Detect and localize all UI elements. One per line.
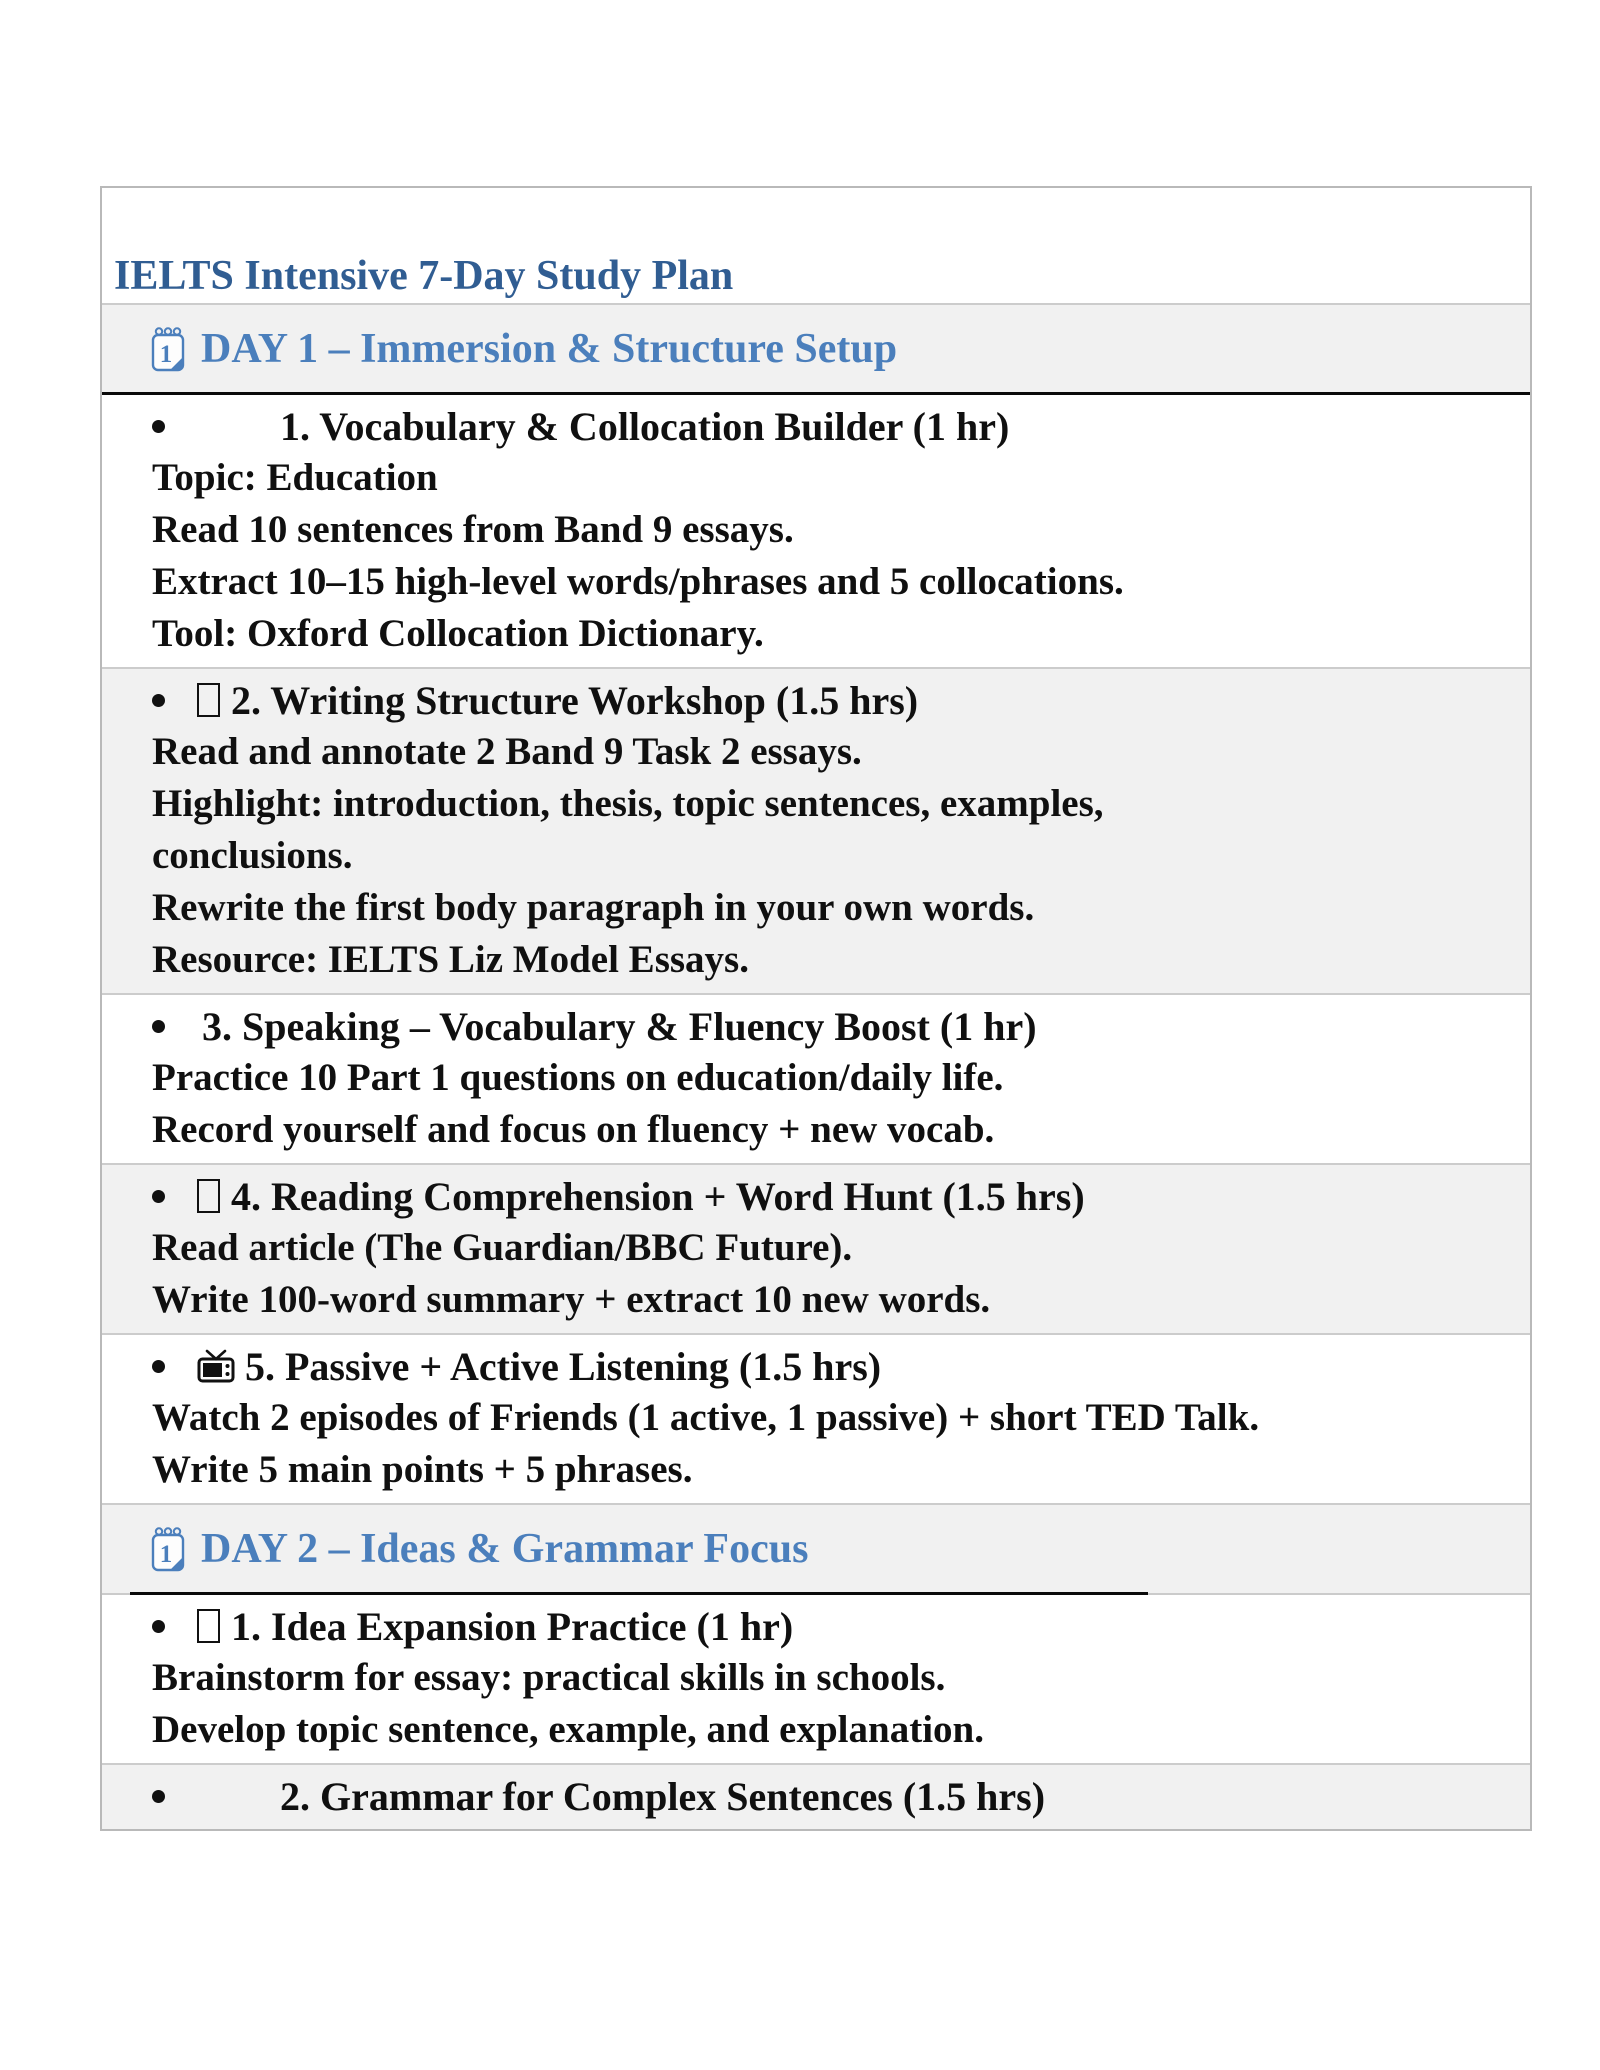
task-title: 2. Writing Structure Workshop (1.5 hrs) xyxy=(231,677,919,723)
task-detail: Read and annotate 2 Band 9 Task 2 essays. xyxy=(152,730,862,773)
bullet-icon xyxy=(152,1020,165,1033)
page-title: IELTS Intensive 7-Day Study Plan xyxy=(114,252,734,299)
task-bullet-line xyxy=(152,1000,1514,1052)
task-detail: Extract 10–15 high-level words/phrases and 5 collocations. xyxy=(152,560,1124,603)
task-detail: Brainstorm for essay: practical skills in schools. xyxy=(152,1656,946,1699)
spiral-calendar-icon xyxy=(150,1526,186,1572)
task-title: 4. Reading Comprehension + Word Hunt (1.5 hrs) xyxy=(231,1173,1085,1219)
missing-glyph-icon xyxy=(197,1179,220,1213)
day1-task1-row xyxy=(102,395,1530,667)
task-bullet-line xyxy=(152,1170,1514,1222)
task-title: 1. Idea Expansion Practice (1 hr) xyxy=(231,1603,794,1649)
task-detail: Tool: Oxford Collocation Dictionary. xyxy=(152,612,764,655)
task-detail: Highlight: introduction, thesis, topic sentences, examples, xyxy=(152,782,1104,825)
task-title: 3. Speaking – Vocabulary & Fluency Boost (1 hr) xyxy=(202,1003,1037,1049)
spiral-calendar-icon xyxy=(150,326,186,372)
task-detail: Practice 10 Part 1 questions on education/daily life. xyxy=(152,1056,1004,1099)
day1-task5-row xyxy=(102,1333,1530,1503)
task-detail: Develop topic sentence, example, and explanation. xyxy=(152,1708,984,1751)
missing-glyph-icon xyxy=(197,1609,220,1643)
task-bullet-line xyxy=(152,1600,1514,1652)
day2-heading: DAY 2 – Ideas & Grammar Focus xyxy=(201,1526,809,1572)
task-detail: Read 10 sentences from Band 9 essays. xyxy=(152,508,794,551)
day1-task4-row xyxy=(102,1163,1530,1333)
tv-icon xyxy=(197,1349,235,1383)
day2-task1-row xyxy=(102,1595,1530,1763)
task-detail: conclusions. xyxy=(152,834,353,877)
study-plan-table xyxy=(100,186,1532,1831)
task-detail: Write 100-word summary + extract 10 new words. xyxy=(152,1278,991,1321)
day2-task2-row xyxy=(102,1763,1530,1829)
bullet-icon xyxy=(152,1360,165,1373)
day1-header-row xyxy=(102,303,1530,395)
task-detail: Write 5 main points + 5 phrases. xyxy=(152,1448,693,1491)
day1-heading: DAY 1 – Immersion & Structure Setup xyxy=(201,325,898,372)
task-detail: Resource: IELTS Liz Model Essays. xyxy=(152,938,749,981)
title-row xyxy=(102,188,1530,303)
day2-header-row xyxy=(102,1503,1530,1595)
task-detail: Record yourself and focus on fluency + new vocab. xyxy=(152,1108,995,1151)
task-title: 1. Vocabulary & Collocation Builder (1 hr) xyxy=(280,403,1010,449)
task-detail: Rewrite the first body paragraph in your own words. xyxy=(152,886,1035,929)
task-detail: Topic: Education xyxy=(152,456,438,499)
bullet-icon xyxy=(152,420,165,433)
missing-glyph-icon xyxy=(197,683,220,717)
day1-task3-row xyxy=(102,993,1530,1163)
bullet-icon xyxy=(152,1190,165,1203)
task-title: 5. Passive + Active Listening (1.5 hrs) xyxy=(245,1343,882,1389)
task-detail: Watch 2 episodes of Friends (1 active, 1 passive) + short TED Talk. xyxy=(152,1396,1260,1439)
task-bullet-line xyxy=(152,400,1514,452)
day1-task2-row xyxy=(102,667,1530,993)
task-bullet-line xyxy=(152,674,1514,726)
task-title: 2. Grammar for Complex Sentences (1.5 hrs) xyxy=(280,1773,1046,1819)
bullet-icon xyxy=(152,1620,165,1633)
task-detail: Read article (The Guardian/BBC Future). xyxy=(152,1226,853,1269)
bullet-icon xyxy=(152,694,165,707)
task-bullet-line xyxy=(152,1340,1514,1392)
bullet-icon xyxy=(152,1790,165,1803)
task-bullet-line xyxy=(152,1770,1514,1822)
